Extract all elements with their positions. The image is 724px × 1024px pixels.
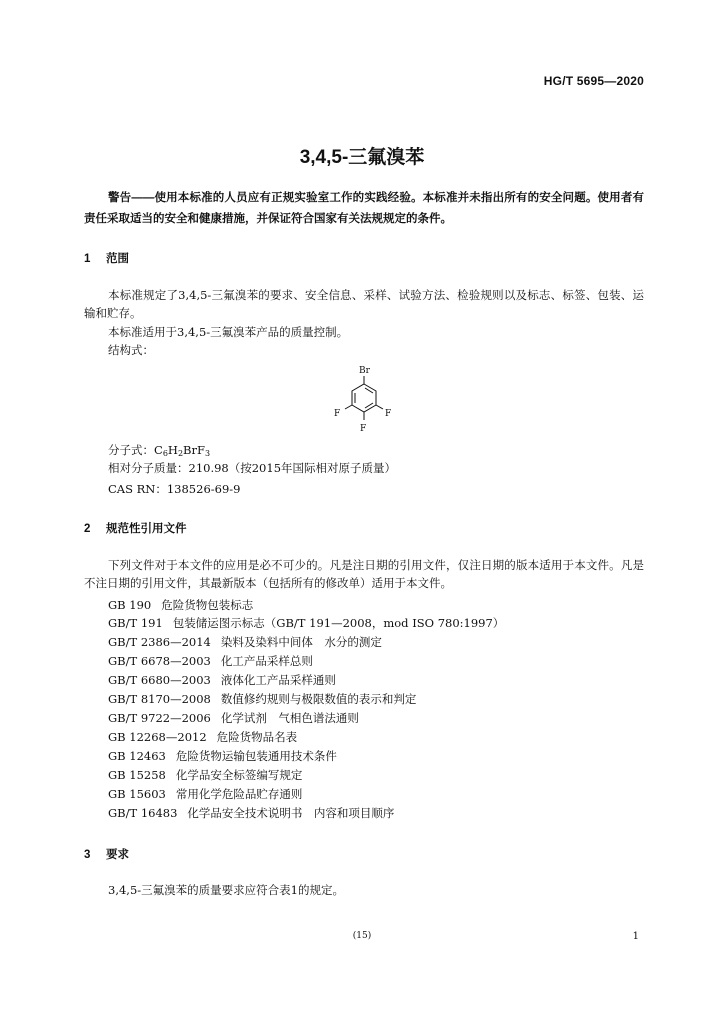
section-title: 规范性引用文件 (106, 523, 187, 535)
document-title: 3,4,5-三氟溴苯 (299, 147, 425, 168)
reference-code: GB 12268—2012 (108, 730, 207, 744)
reference-title: 危险货物品名表 (216, 730, 298, 744)
footer-center-number: (15) (352, 931, 372, 941)
normative-references-intro: 下列文件对于本文件的应用是必不可少的。凡是注日期的引用文件，仅注日期的版本适用于本文件。凡是不注日期的引用文件，其最新版本（包括所有的修改单）适用于本文件。 (84, 558, 644, 590)
reference-item (108, 614, 504, 632)
warning-paragraph: 警告——使用本标准的人员应有正规实验室工作的实践经验。本标准并未指出所有的安全问题。使用者有责任采取适当的安全和健康措施，并保证符合国家有关法规规定的条件。 (84, 192, 644, 225)
reference-code: GB/T 2386—2014 (108, 635, 211, 649)
section-number: 1 (84, 253, 91, 265)
reference-item (108, 690, 416, 708)
cas-number: CAS RN：138526-69-9 (108, 482, 241, 496)
reference-item (108, 785, 302, 803)
requirements-paragraph: 3,4,5-三氟溴苯的质量要求应符合表1的规定。 (108, 883, 344, 897)
reference-item (108, 633, 382, 651)
section-title: 范围 (106, 253, 129, 265)
reference-code: GB/T 191 (108, 616, 163, 630)
formula-h: H (167, 443, 178, 457)
reference-item (108, 766, 302, 784)
formula-brf: BrF (183, 443, 205, 457)
formula-h-subscript: 2 (177, 449, 184, 458)
reference-title: 常用化学危险品贮存通则 (175, 787, 303, 801)
reference-item (108, 747, 337, 765)
reference-code: GB/T 9722—2006 (108, 711, 211, 725)
section-2-heading (84, 520, 187, 536)
reference-title: 化学品安全技术说明书 内容和项目顺序 (187, 806, 395, 820)
section-number: 2 (84, 523, 91, 535)
reference-code: GB/T 16483 (108, 806, 178, 820)
reference-item (108, 709, 359, 727)
reference-title: 危险货物包装标志 (161, 598, 254, 612)
structure-f-bottom-label: F (360, 424, 367, 434)
structure-f-right-label: F (385, 409, 392, 419)
reference-code: GB 190 (108, 598, 152, 612)
formula-c: C (154, 443, 163, 457)
reference-code: GB 15603 (108, 787, 166, 801)
reference-code: GB 15258 (108, 768, 166, 782)
scope-paragraph-2: 本标准适用于3,4,5-三氟溴苯产品的质量控制。 (108, 325, 349, 339)
reference-title: 染料及染料中间体 水分的测定 (220, 635, 382, 649)
reference-code: GB/T 6680—2003 (108, 673, 211, 687)
structural-formula-diagram (330, 360, 400, 442)
structure-br-label: Br (359, 366, 370, 376)
reference-item (108, 652, 313, 670)
reference-title: 化学品安全标签编写规定 (175, 768, 303, 782)
section-title: 要求 (106, 849, 129, 861)
section-3-heading (84, 846, 129, 862)
reference-item (108, 728, 297, 746)
formula-f-subscript: 3 (204, 449, 211, 458)
reference-title: 数值修约规则与极限数值的表示和判定 (220, 692, 417, 706)
section-number: 3 (84, 849, 91, 861)
scope-paragraph-1: 本标准规定了3,4,5-三氟溴苯的要求、安全信息、采样、试验方法、检验规则以及标志、标签、包装、运输和贮存。 (84, 288, 644, 320)
reference-title: 包装储运图示标志（GB/T 191—2008，mod ISO 780:1997） (172, 616, 505, 630)
reference-title: 危险货物运输包装通用技术条件 (175, 749, 337, 763)
reference-code: GB/T 6678—2003 (108, 654, 211, 668)
formula-c-subscript: 6 (162, 449, 168, 458)
reference-item (108, 671, 336, 689)
formula-label: 分子式： (108, 443, 154, 457)
reference-title: 化工产品采样总则 (220, 654, 313, 668)
page-number: 1 (632, 931, 639, 942)
reference-item (108, 596, 253, 614)
standard-number: HG/T 5695—2020 (543, 74, 644, 88)
section-1-heading (84, 250, 129, 266)
reference-code: GB 12463 (108, 749, 166, 763)
reference-title: 化学试剂 气相色谱法通则 (220, 711, 359, 725)
structure-f-left-label: F (334, 409, 341, 419)
reference-title: 液体化工产品采样通则 (220, 673, 336, 687)
reference-code: GB/T 8170—2008 (108, 692, 211, 706)
structure-label: 结构式： (108, 343, 154, 357)
reference-item (108, 804, 394, 822)
molecular-mass: 相对分子质量：210.98（按2015年国际相对原子质量） (108, 461, 397, 475)
